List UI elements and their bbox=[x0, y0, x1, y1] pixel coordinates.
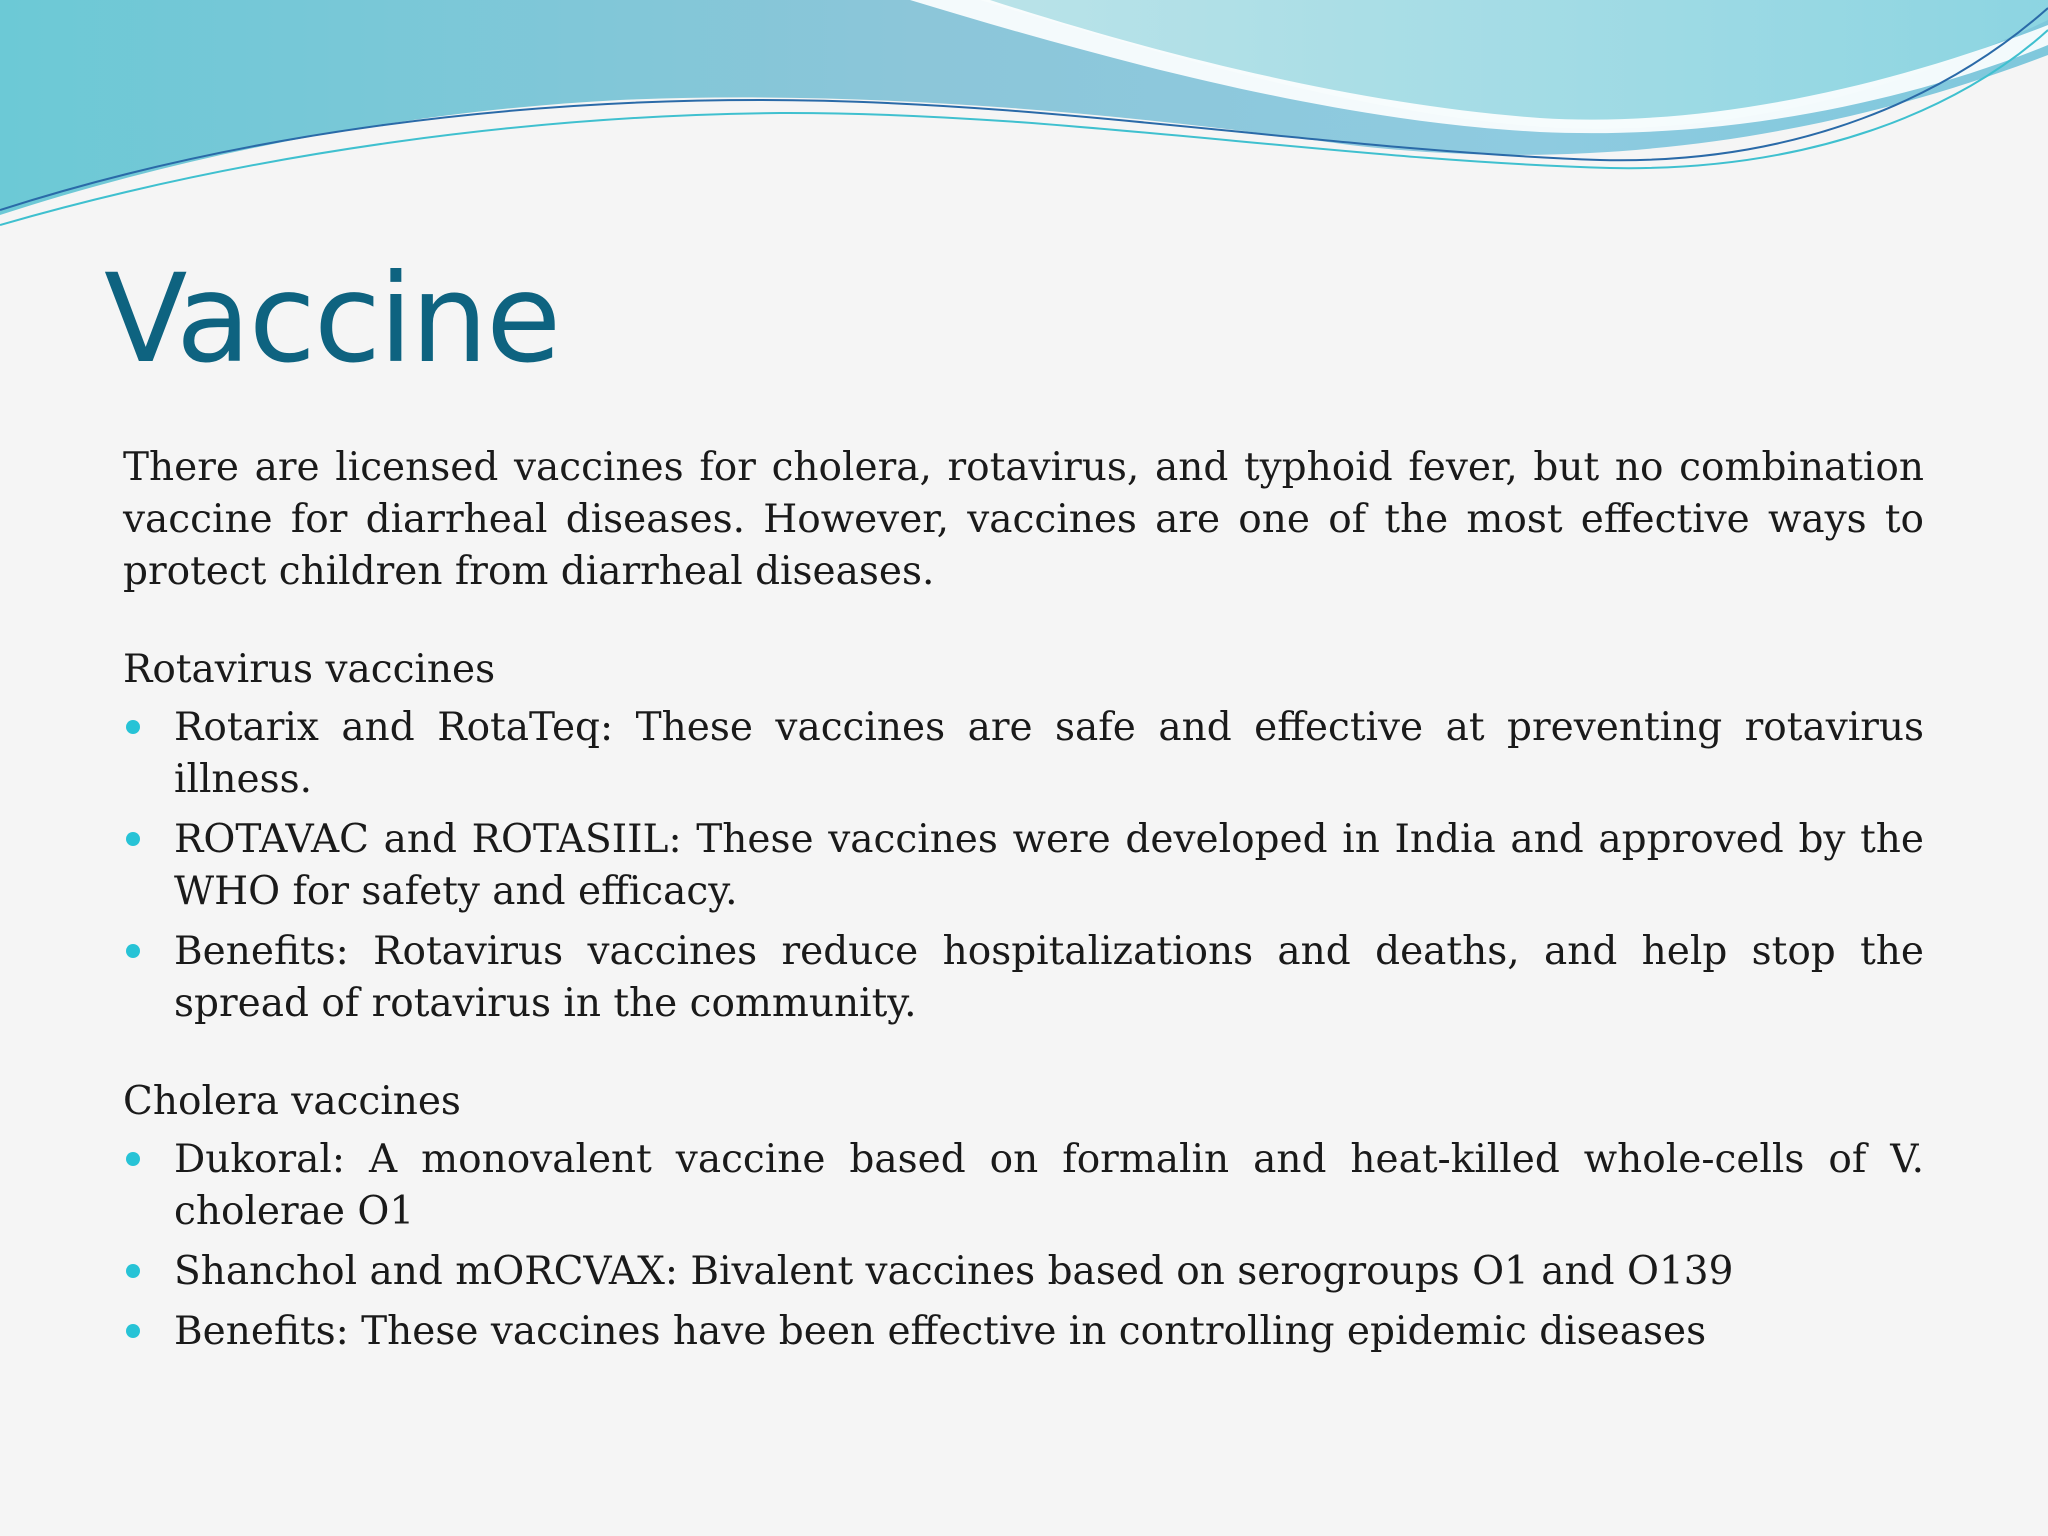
bullet-icon bbox=[126, 1264, 140, 1278]
list-item-text: Rotarix and RotaTeq: These vaccines are safe and effective at preventing rotavirus illness. bbox=[174, 705, 1924, 802]
section-heading-rotavirus: Rotavirus vaccines bbox=[123, 647, 496, 692]
list-item-text: ROTAVAC and ROTASIIL: These vaccines were developed in India and approved by the WHO for safety and efficacy. bbox=[174, 817, 1924, 914]
list-item-text: Benefits: Rotavirus vaccines reduce hospitalizations and deaths, and help stop the spread of rotavirus in the community. bbox=[174, 929, 1924, 1026]
list-item-text: Benefits: These vaccines have been effective in controlling epidemic diseases bbox=[174, 1309, 1707, 1354]
list-item-text: Shanchol and mORCVAX: Bivalent vaccines based on serogroups O1 and O139 bbox=[174, 1249, 1734, 1294]
list-item-text: Dukoral: A monovalent vaccine based on formalin and heat-killed whole-cells of V. cholerae O1 bbox=[174, 1137, 1924, 1234]
intro-paragraph: There are licensed vaccines for cholera, rotavirus, and typhoid fever, but no combination vaccine for diarrheal diseases. However, vaccines are one of the most effective ways to protect children from diarrheal diseases. bbox=[123, 445, 1924, 594]
bullet-icon bbox=[126, 1324, 140, 1338]
rotavirus-bullet-list bbox=[123, 702, 1924, 1030]
list-item bbox=[123, 1306, 1924, 1358]
list-item bbox=[123, 1246, 1924, 1298]
cholera-bullet-list bbox=[123, 1134, 1924, 1358]
list-item bbox=[123, 926, 1924, 1030]
bullet-icon bbox=[126, 832, 140, 846]
section-heading-cholera: Cholera vaccines bbox=[123, 1079, 461, 1124]
header-wave-decoration bbox=[0, 0, 2048, 240]
bullet-icon bbox=[126, 944, 140, 958]
bullet-icon bbox=[126, 720, 140, 734]
list-item bbox=[123, 814, 1924, 918]
list-item bbox=[123, 702, 1924, 806]
slide-title: Vaccine bbox=[104, 248, 560, 390]
list-item bbox=[123, 1134, 1924, 1238]
slide-body bbox=[123, 442, 1924, 1404]
bullet-icon bbox=[126, 1152, 140, 1166]
